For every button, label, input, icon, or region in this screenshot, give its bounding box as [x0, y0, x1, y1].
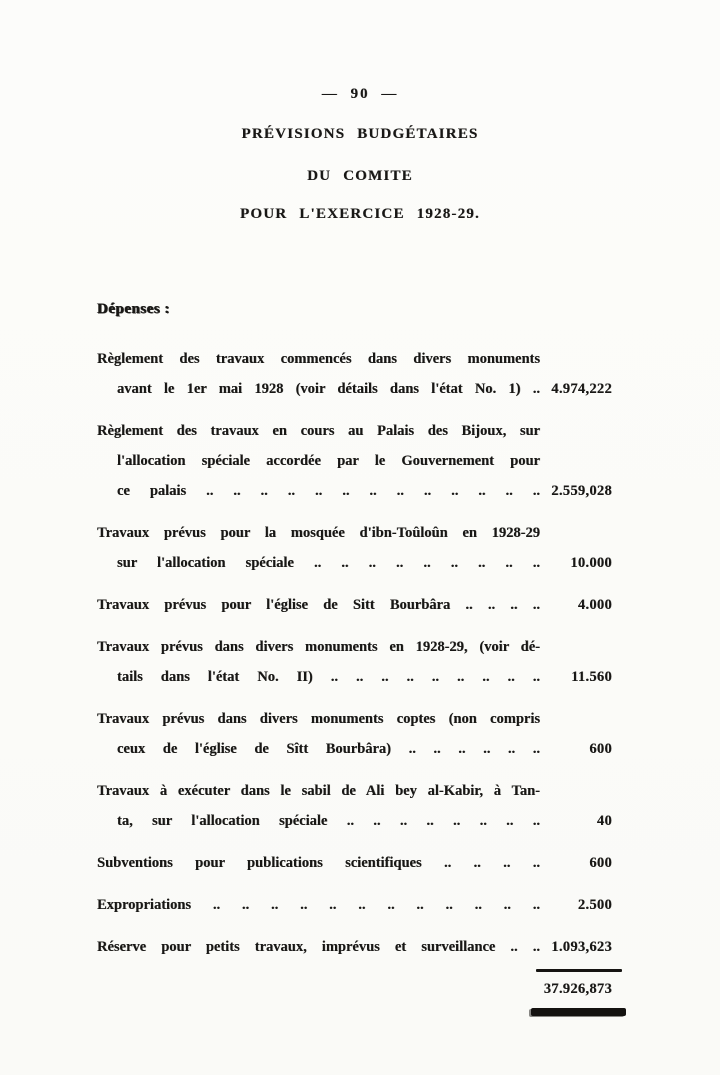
- expense-item: [97, 518, 612, 578]
- bottom-rule: [531, 1008, 626, 1016]
- item-line: Travaux prévus dans divers monuments coptes (non compris: [97, 711, 540, 727]
- budget-body: [97, 299, 612, 1004]
- item-line: Réserve pour petits travaux, imprévus et surveillance .. ..: [97, 939, 540, 955]
- item-line: Subventions pour publications scientifiques .. .. .. ..: [97, 855, 540, 871]
- doc-title-line-3: POUR L'EXERCICE 1928-29.: [240, 206, 480, 222]
- item-line: Travaux à exécuter dans le sabil de Ali bey al-Kabir, à Tan-: [97, 783, 540, 799]
- item-line: l'allocation spéciale accordée par le Gouvernement pour: [117, 453, 540, 469]
- item-amount: 40: [596, 813, 612, 829]
- doc-title-line-1: PRÉVISIONS BUDGÉTAIRES: [241, 126, 479, 142]
- total-rule: [536, 969, 622, 972]
- expense-item: [97, 416, 612, 506]
- expense-item: [97, 590, 612, 620]
- item-line: ta, sur l'allocation spéciale .. .. .. .. .. .. .. ..: [117, 813, 540, 829]
- expense-item: [97, 344, 612, 404]
- item-line: avant le 1er mai 1928 (voir détails dans l'état No. 1) ..: [117, 381, 540, 397]
- doc-title-line-2: DU COMITE: [307, 168, 413, 184]
- item-amount: 10.000: [570, 555, 612, 571]
- item-amount: 4.974,222: [551, 381, 612, 397]
- expense-item: [97, 776, 612, 836]
- item-line: Règlement des travaux en cours au Palais des Bijoux, sur: [97, 423, 540, 439]
- item-amount: 11.560: [571, 669, 612, 685]
- item-line: Expropriations .. .. .. .. .. .. .. .. .. .. .. ..: [97, 897, 540, 913]
- item-line: ceux de l'église de Sîtt Bourbâra) .. .. .. .. .. ..: [117, 741, 540, 757]
- expense-item: [97, 632, 612, 692]
- item-line: Règlement des travaux commencés dans divers monuments: [97, 351, 540, 367]
- item-amount: 600: [589, 741, 612, 757]
- expense-list: [97, 344, 612, 962]
- expense-item: [97, 848, 612, 878]
- item-amount: 2.500: [577, 897, 612, 913]
- item-amount: 4.000: [577, 597, 612, 613]
- expense-item: [97, 932, 612, 962]
- item-amount: 600: [589, 855, 612, 871]
- item-line: Travaux prévus pour la mosquée d'ibn-Toûloûn en 1928-29: [97, 525, 540, 541]
- item-line: Travaux prévus dans divers monuments en 1928-29, (voir dé-: [97, 639, 540, 655]
- total-block: [97, 974, 612, 1004]
- item-line: sur l'allocation spéciale .. .. .. .. .. .. .. .. ..: [117, 555, 540, 571]
- item-amount: 1.093,623: [551, 939, 612, 955]
- page-number: — 90 —: [321, 86, 399, 102]
- item-line: Travaux prévus pour l'église de Sitt Bourbâra .. .. .. ..: [97, 597, 540, 613]
- item-line: ce palais .. .. .. .. .. .. .. .. .. .. .. .. ..: [117, 483, 540, 499]
- expense-item: [97, 890, 612, 920]
- item-amount: 2.559,028: [551, 483, 612, 499]
- item-line: tails dans l'état No. II) .. .. .. .. .. .. .. .. ..: [117, 669, 540, 685]
- expense-item: [97, 704, 612, 764]
- section-heading: Dépenses :: [97, 301, 170, 317]
- grand-total: 37.926,873: [543, 981, 612, 997]
